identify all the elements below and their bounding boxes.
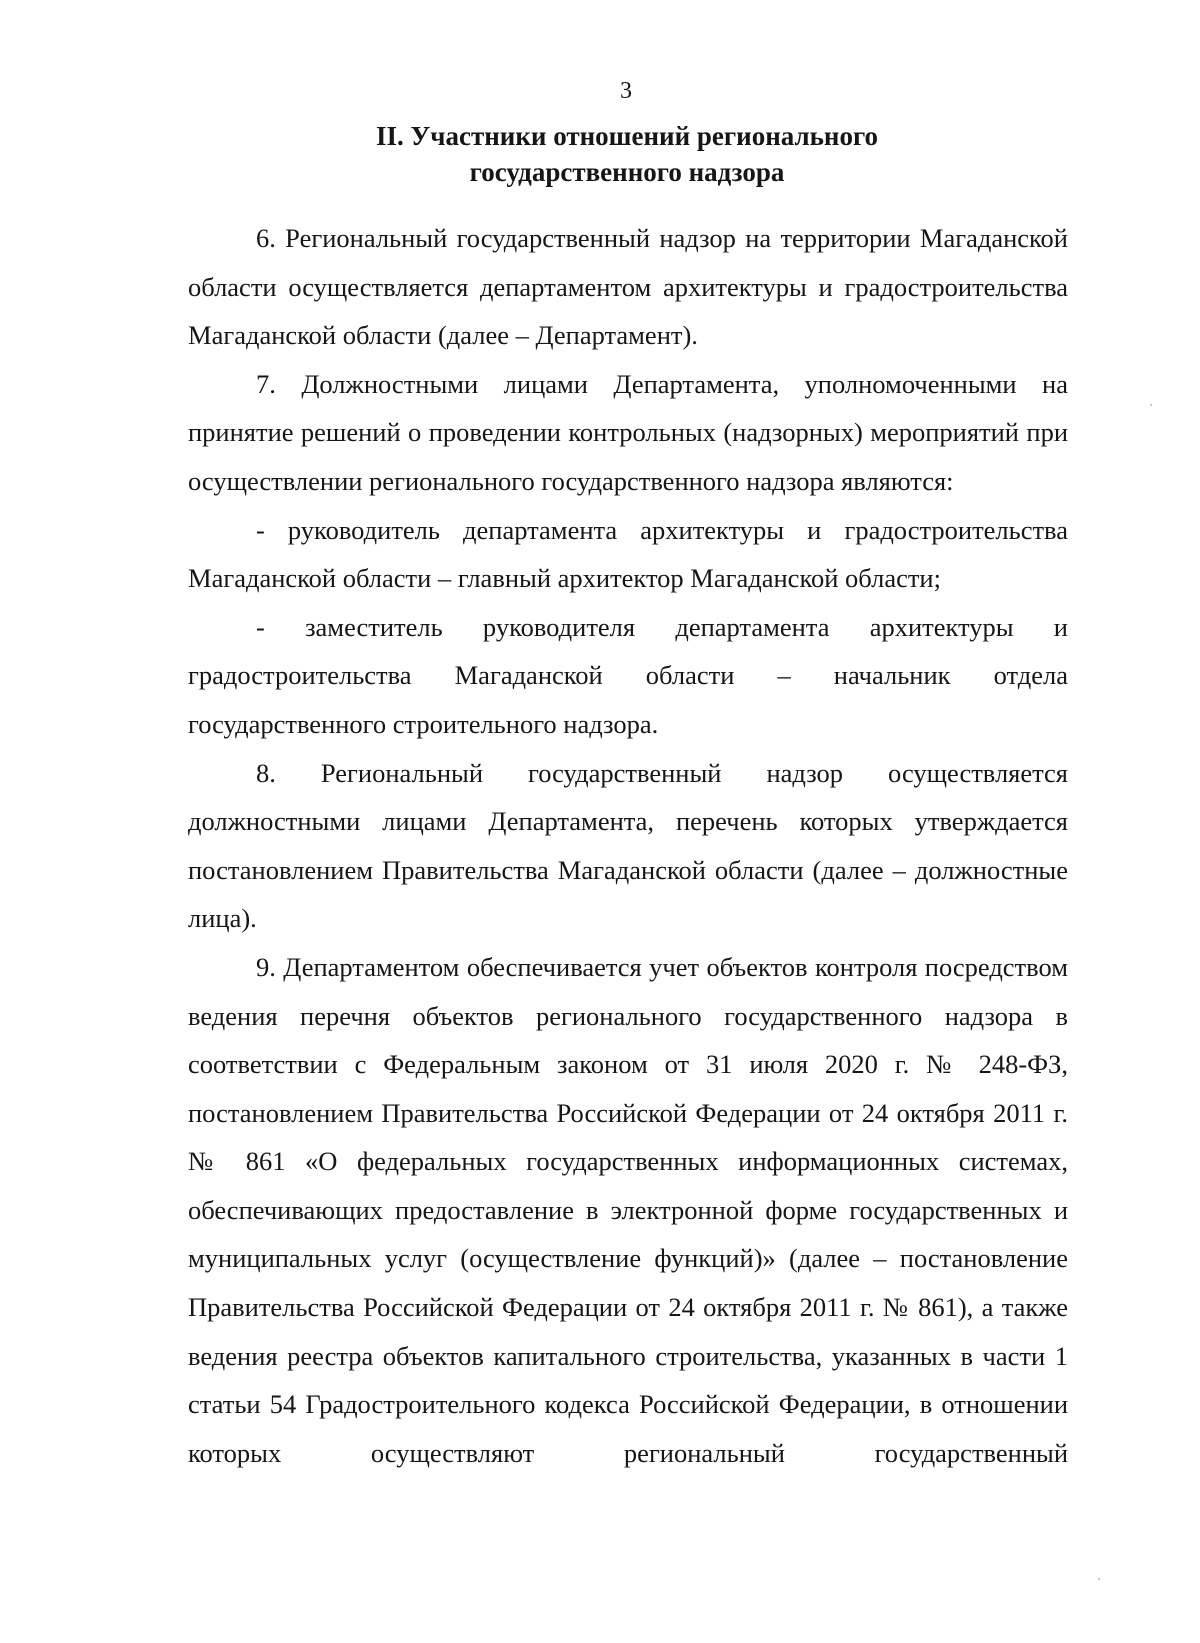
paragraph-6: 6. Региональный государственный надзор на территории Магаданской области осуществляется департаментом архитектуры и градостроительства Магаданской области (далее – Департамент). (188, 223, 1068, 351)
section-heading-line-2: государственного надзора (469, 157, 785, 187)
section-heading-line-1: II. Участники отношений регионального (375, 121, 879, 151)
section-heading (186, 118, 1068, 190)
list-item-head-of-department: - руководитель департамента архитектуры и градостроительства Магаданской области – главный архитектор Магаданской области; (188, 514, 1068, 594)
page-number: 3 (620, 78, 632, 104)
paragraph-7: 7. Должностными лицами Департамента, уполномоченными на принятие решений о проведении контрольных (надзорных) мероприятий при осуществлении регионального государственного надзора являются: (188, 368, 1068, 496)
paragraph-8: 8. Региональный государственный надзор осуществляется должностными лицами Департамента, перечень которых утверждается постановлением Правительства Магаданской области (далее – должностные лица). (188, 757, 1068, 934)
scan-speck (1150, 404, 1152, 406)
document-body (188, 214, 1068, 1477)
paragraph-9: 9. Департаментом обеспечивается учет объектов контроля посредством ведения перечня объектов регионального государственного надзора в соответствии с Федеральным законом от 31 июля 2020 г. № 248-ФЗ, постановлением Правительства Российской Федерации от 24 октября 2011 г. № 861 «О федеральных государственных информационных системах, обеспечивающих предоставление в электронной форме государственных и муниципальных услуг (осуществление функций)» (далее – постановление Правительства Российской Федерации от 24 октября 2011 г. № 861), а также ведения реестра объектов капитального строительства, указанных в части 1 статьи 54 Градостроительного кодекса Российской Федерации, в отношении которых осуществляют региональный государственный (188, 951, 1068, 1468)
scan-speck (1098, 1578, 1100, 1580)
list-item-deputy-head: - заместитель руководителя департамента архитектуры и градостроительства Магаданской области – начальник отдела государственного строительного надзора. (188, 611, 1068, 739)
